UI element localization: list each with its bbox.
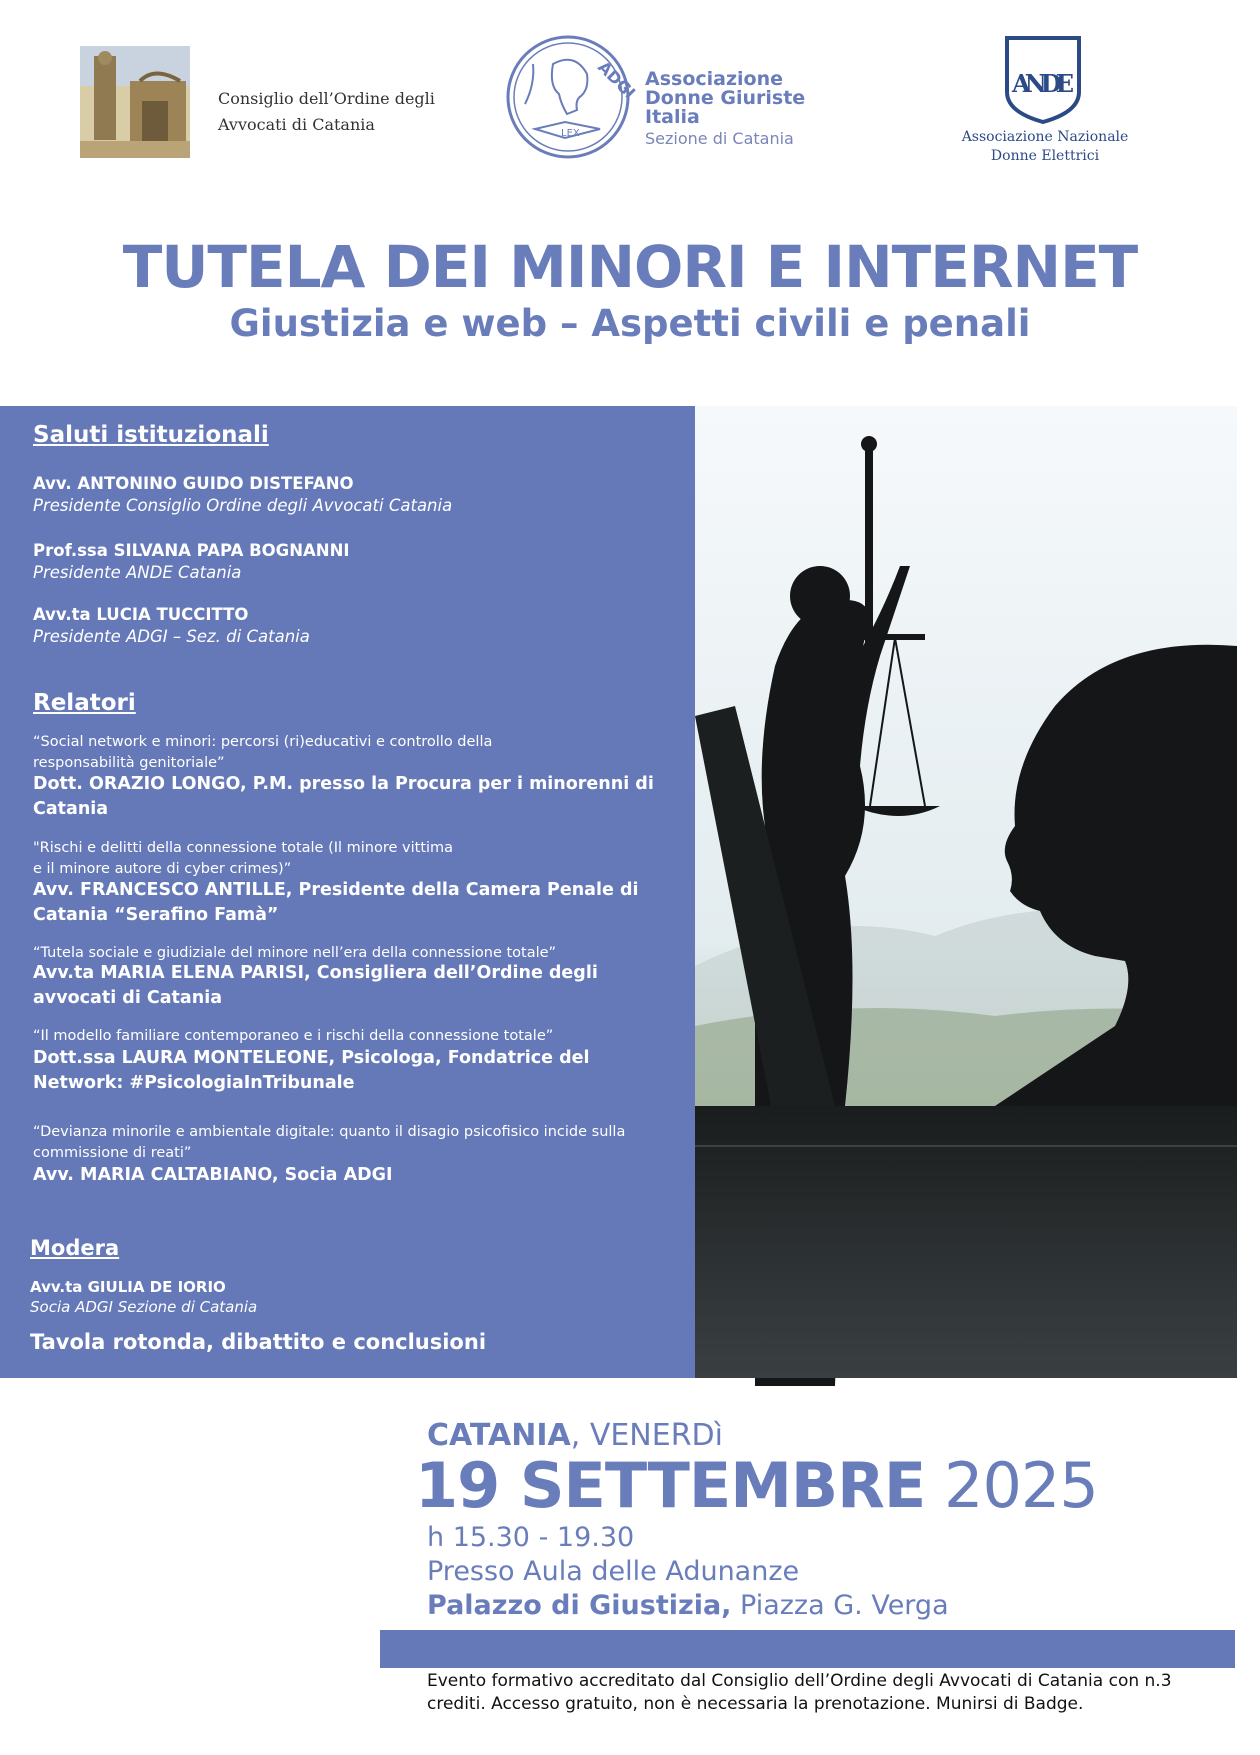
coa-name-line2: Avvocati di Catania	[218, 115, 375, 134]
talk-title-5-line2: commissione di reati”	[33, 1145, 192, 1161]
speakers-heading: Relatori	[33, 690, 136, 716]
closing-text: Tavola rotonda, dibattito e conclusioni	[30, 1330, 487, 1354]
moderator-heading: Modera	[30, 1236, 120, 1260]
speaker-2-line1: Avv. FRANCESCO ANTILLE, Presidente della Camera Penale di	[33, 880, 639, 900]
speaker-3-line2: avvocati di Catania	[33, 988, 222, 1008]
greeting-role-3: Presidente ADGI – Sez. di Catania	[33, 627, 310, 646]
event-venue-room: Presso Aula delle Adunanze	[427, 1556, 800, 1587]
greetings-heading: Saluti istituzionali	[33, 422, 269, 448]
ande-name-line1: Associazione Nazionale	[961, 129, 1129, 145]
accreditation-note: Evento formativo accreditato dal Consiglio dell’Ordine degli Avvocati di Catania con n.3 crediti. Accesso gratuito, non è necessaria la prenotazione. Munirsi di Badge.	[427, 1671, 1172, 1714]
ande-logo	[1003, 34, 1083, 124]
coa-name	[218, 86, 435, 138]
moderator-name: Avv.ta GIULIA DE IORIO	[30, 1278, 226, 1296]
coa-logo	[80, 46, 190, 158]
speaker-5-line1: Avv. MARIA CALTABIANO, Socia ADGI	[33, 1165, 393, 1185]
greeting-name-3: Avv.ta LUCIA TUCCITTO	[33, 605, 249, 624]
speaker-5	[33, 1163, 673, 1188]
speaker-1-line2: Catania	[33, 799, 109, 819]
talk-title-3-line1: “Tutela sociale e giudiziale del minore nell’era della connessione totale”	[33, 945, 557, 961]
adgi-section: Sezione di Catania	[645, 129, 794, 148]
talk-title-1-line1: “Social network e minori: percorsi (ri)educativi e controllo della	[33, 734, 493, 750]
event-venue-building: Palazzo di Giustizia,	[427, 1590, 732, 1621]
speaker-2	[33, 878, 673, 928]
greeting-role-1: Presidente Consiglio Ordine degli Avvocati Catania	[33, 496, 453, 515]
event-venue-square: Piazza G. Verga	[731, 1590, 949, 1621]
event-day: , VENERDì	[570, 1418, 723, 1453]
talk-title-2	[33, 838, 453, 880]
coa-name-line1: Consiglio dell’Ordine degli	[218, 89, 435, 108]
program-panel	[0, 406, 695, 1378]
ande-name	[960, 128, 1130, 166]
speaker-3	[33, 961, 673, 1011]
ande-emblem-text: ANDE	[1012, 69, 1074, 98]
speaker-1-line1: Dott. ORAZIO LONGO, P.M. presso la Procura per i minorenni di	[33, 774, 654, 794]
event-venue-address	[427, 1590, 949, 1621]
talk-title-2-line1: "Rischi e delitti della connessione totale (Il minore vittima	[33, 840, 454, 856]
event-date-main: 19 SETTEMBRE	[415, 1449, 926, 1522]
talk-title-1	[33, 732, 492, 774]
adgi-logo	[505, 34, 640, 160]
talk-title-4	[33, 1026, 553, 1047]
event-date	[415, 1450, 1098, 1522]
greeting-name-1: Avv. ANTONINO GUIDO DISTEFANO	[33, 474, 354, 493]
event-city-day	[427, 1418, 723, 1453]
greeting-role-2: Presidente ANDE Catania	[33, 563, 242, 582]
speaker-4	[33, 1046, 673, 1096]
ande-name-line2: Donne Elettrici	[990, 148, 1100, 164]
speaker-2-line2: Catania “Serafino Famà”	[33, 905, 279, 925]
event-city: CATANIA	[427, 1418, 571, 1453]
footer-band	[380, 1630, 1235, 1668]
talk-title-5	[33, 1122, 625, 1164]
greeting-name-2: Prof.ssa SILVANA PAPA BOGNANNI	[33, 541, 350, 560]
event-year: 2025	[944, 1449, 1098, 1522]
adgi-lex-text: LEX	[561, 128, 580, 139]
speaker-4-line1: Dott.ssa LAURA MONTELEONE, Psicologa, Fondatrice del	[33, 1048, 590, 1068]
page-subtitle: Giustizia e web – Aspetti civili e penali	[229, 302, 1031, 345]
adgi-name-line3: Italia	[645, 106, 700, 128]
adgi-name-line2: Donne Giuriste	[645, 87, 806, 109]
adgi-name-line1: Associazione	[645, 68, 784, 90]
speaker-3-line1: Avv.ta MARIA ELENA PARISI, Consigliera dell’Ordine degli	[33, 963, 598, 983]
hero-photo	[695, 406, 1237, 1378]
event-hours: h 15.30 - 19.30	[427, 1522, 635, 1553]
page-title: TUTELA DEI MINORI E INTERNET	[122, 233, 1138, 301]
speaker-1	[33, 772, 673, 822]
speaker-4-line2: Network: #PsicologiaInTribunale	[33, 1073, 355, 1093]
moderator-role: Socia ADGI Sezione di Catania	[30, 1298, 258, 1316]
talk-title-5-line1: “Devianza minorile e ambientale digitale: quanto il disagio psicofisico incide sulla	[33, 1124, 626, 1140]
talk-title-1-line2: responsabilità genitoriale”	[33, 755, 225, 771]
talk-title-2-line2: e il minore autore di cyber crimes)”	[33, 861, 292, 877]
adgi-emblem-text: ADGI	[594, 57, 640, 103]
adgi-name	[645, 70, 805, 151]
talk-title-4-line1: “Il modello familiare contemporaneo e i rischi della connessione totale”	[33, 1028, 554, 1044]
